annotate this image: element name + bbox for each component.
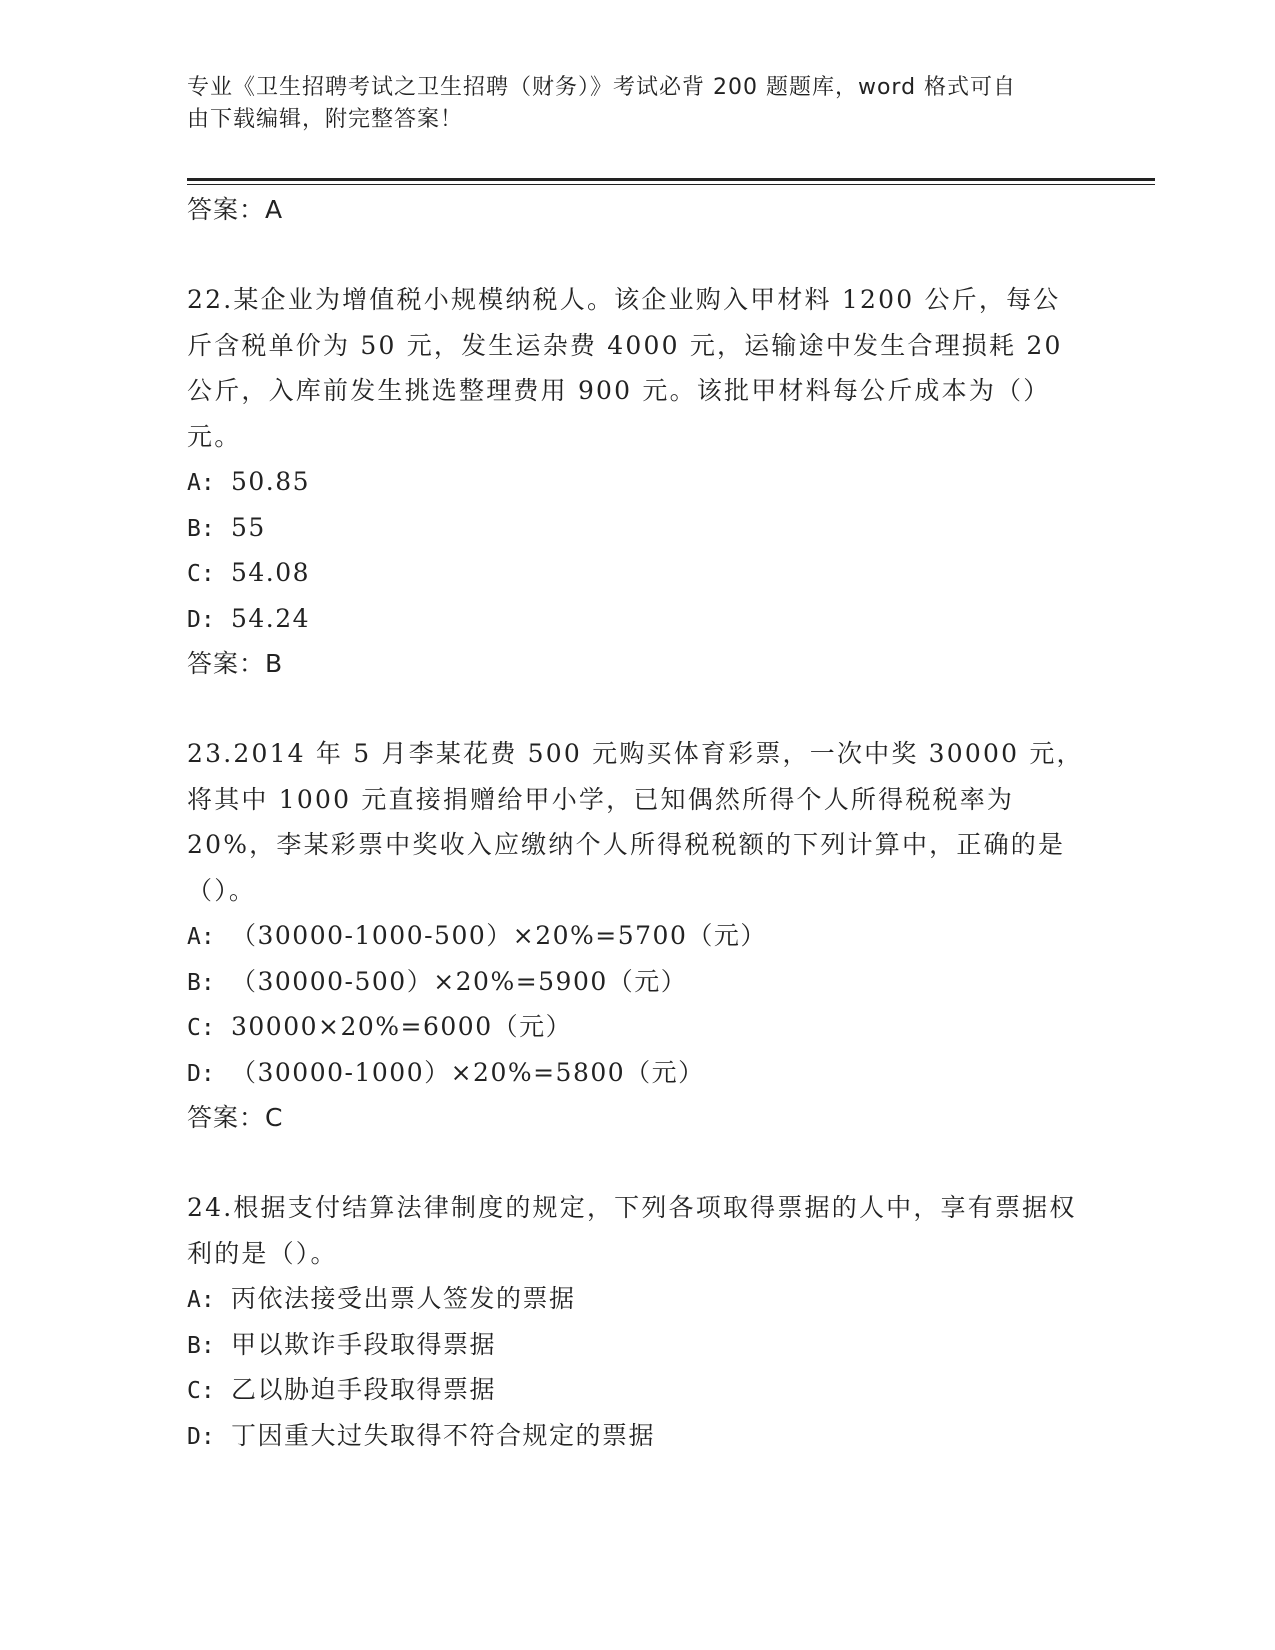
spacer: [187, 1141, 1087, 1185]
option-text: （30000-1000）×20%=5800（元）: [231, 1057, 705, 1087]
option-letter: C:: [187, 561, 215, 587]
question-text: 22.某企业为增值税小规模纳税人。该企业购入甲材料 1200 公斤，每公斤含税单价为 50 元，发生运杂费 4000 元，运输途中发生合理损耗 20 公斤，入库前发生挑选整理费用 900 元。该批甲材料每公斤成本为（）元。: [187, 285, 1063, 451]
option-text: 54.08: [231, 558, 311, 587]
option-letter: A:: [187, 470, 215, 496]
answer-label: 答案：B: [187, 649, 284, 678]
option-c: [187, 550, 1087, 596]
option-letter: B:: [187, 969, 215, 996]
option-letter: B:: [187, 515, 215, 542]
question-block-24: [187, 1185, 1087, 1458]
question-list: [187, 187, 1087, 1458]
header-line-1: 专业《卫生招聘考试之卫生招聘（财务）》考试必背 200 题题库，word 格式可自: [187, 75, 1017, 100]
option-text: （30000-500）×20%=5900（元）: [231, 966, 688, 996]
page-header: [187, 72, 1067, 136]
option-text: 54.24: [231, 603, 311, 633]
option-b: [187, 959, 1087, 1005]
option-d: [187, 1050, 1087, 1096]
option-a: [187, 1276, 1087, 1322]
option-a: [187, 913, 1087, 959]
option-text: 30000×20%=6000（元）: [231, 1012, 573, 1041]
question-text: 23.2014 年 5 月李某花费 500 元购买体育彩票，一次中奖 30000 元，将其中 1000 元直接捐赠给甲小学，已知偶然所得个人所得税税率为 20%，李某彩票中奖收入应缴纳个人所得税税额的下列计算中，正确的是（）。: [187, 739, 1084, 905]
answer-label: 答案：C: [187, 1103, 284, 1132]
option-text: 50.85: [231, 467, 311, 496]
header-line-2: 由下载编辑，附完整答案！: [187, 107, 464, 132]
option-c: [187, 1367, 1087, 1413]
option-text: （30000-1000-500）×20%=5700（元）: [231, 921, 767, 950]
option-b: [187, 1322, 1087, 1368]
option-d: [187, 1413, 1087, 1459]
option-d: [187, 596, 1087, 642]
header-divider-thick: [187, 178, 1155, 181]
header-divider-thin: [187, 184, 1155, 185]
option-letter: B:: [187, 1332, 215, 1359]
question-block-23: [187, 731, 1087, 1141]
option-letter: C:: [187, 1015, 215, 1041]
option-text: 甲以欺诈手段取得票据: [231, 1329, 497, 1359]
option-b: [187, 505, 1087, 551]
option-letter: A:: [187, 1287, 215, 1313]
option-letter: D:: [187, 606, 215, 633]
option-letter: D:: [187, 1423, 215, 1450]
question-text: 24.根据支付结算法律制度的规定，下列各项取得票据的人中，享有票据权利的是（）。: [187, 1193, 1077, 1268]
question-block-22: [187, 277, 1087, 687]
option-letter: D:: [187, 1060, 215, 1087]
option-a: [187, 459, 1087, 505]
option-c: [187, 1004, 1087, 1050]
option-text: 丁因重大过失取得不符合规定的票据: [231, 1420, 656, 1450]
option-text: 丙依法接受出票人签发的票据: [231, 1284, 576, 1313]
option-text: 55: [231, 512, 266, 542]
spacer: [187, 687, 1087, 731]
spacer: [187, 233, 1087, 277]
option-text: 乙以胁迫手段取得票据: [231, 1375, 497, 1404]
answer-label: 答案：A: [187, 195, 284, 224]
option-letter: A:: [187, 924, 215, 950]
option-letter: C:: [187, 1378, 215, 1404]
